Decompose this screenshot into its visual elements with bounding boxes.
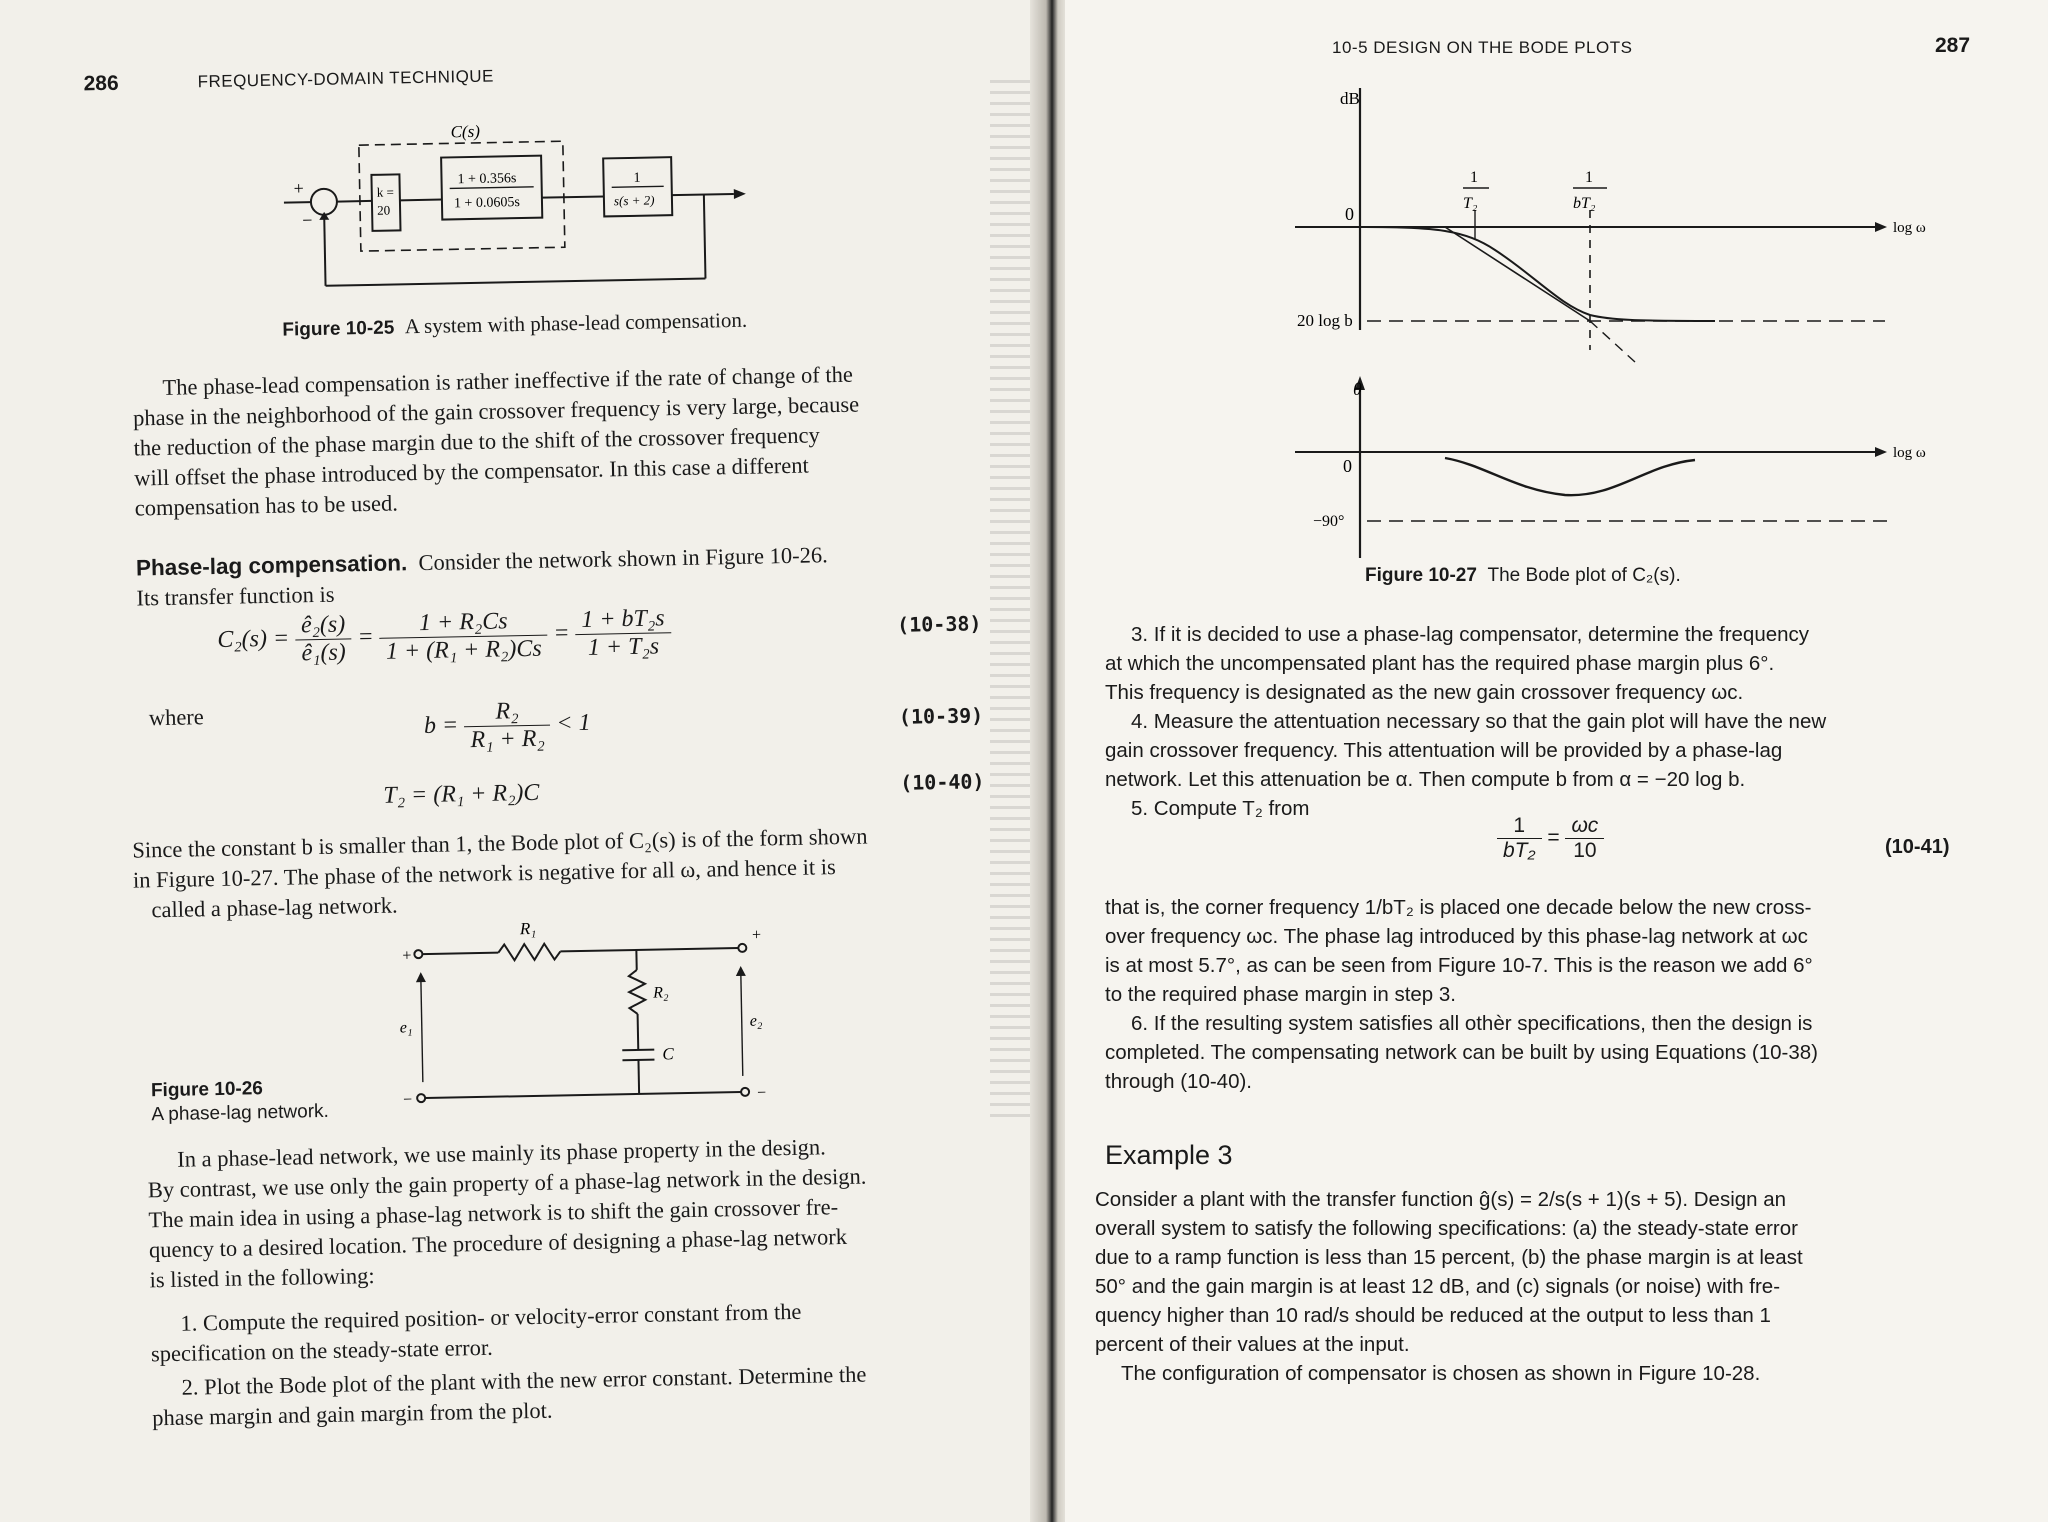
figure-10-27-bode-plot: [1215, 80, 1945, 565]
figure-10-26-caption: [151, 1074, 329, 1127]
eq-lhs: b =: [423, 712, 459, 740]
frac-num: 1: [1497, 814, 1542, 839]
frac-num: 1 + bT₂s: [575, 605, 671, 635]
minus-in: −: [403, 1091, 413, 1109]
asymptote-extension: [1590, 321, 1635, 362]
text-line: the reduction of the phase margin due to the shift of the crossover frequency: [133, 422, 820, 461]
figure-10-26-circuit: [388, 905, 812, 1113]
r1-label: R₁: [519, 918, 537, 939]
theta-label: θ: [1353, 379, 1362, 399]
e1-label: e₁: [399, 1019, 413, 1037]
text-line: completed. The compensating network can be built by using Equations (10-38): [1105, 1041, 1818, 1064]
running-head: FREQUENCY-DOMAIN TECHNIQUE: [197, 66, 495, 92]
equation-number-10-41: (10-41): [1885, 836, 1950, 858]
example-3-heading: Example 3: [1105, 1140, 1233, 1170]
e2-label: e₂: [749, 1012, 763, 1030]
text-line: 2. Plot the Bode plot of the plant with the new error constant. Determine the: [181, 1361, 867, 1400]
capacitor-plate-top: [622, 1050, 654, 1051]
text-line: specification on the steady-state error.: [150, 1334, 493, 1367]
text-line: The main idea in using a phase-lag network is to shift the gain crossover fre-: [148, 1194, 839, 1233]
compensator-numerator: 1 + 0.356s: [457, 171, 517, 188]
text-line: Its transfer function is: [136, 581, 335, 611]
minus-out: −: [756, 1084, 767, 1102]
plant-numerator: 1: [633, 170, 641, 186]
step-5: 5. Compute T₂ from: [1131, 797, 1310, 820]
plus-out: +: [751, 926, 762, 944]
text-line: 6. If the resulting system satisfies all othèr specifications, then the design is: [1131, 1012, 1813, 1035]
text-line: gain crossover frequency. This attentuation will be provided by a phase-lag: [1105, 739, 1783, 762]
r2-label: R₂: [653, 984, 669, 1002]
text-line: that is, the corner frequency 1/bT₂ is placed one decade below the new cross-: [1105, 896, 1812, 919]
equation-10-38: C₂(s) = $\frac{\text{ê₂(s)}}{\text{ê₁(s)}}$ = $\frac{\text{1 + R₂Cs}}{\text{1 + (R₁ + R₂)Cs}}$ = $\frac{\text{1 + bT₂s}}{\text{1 + T₂s}}$: [217, 605, 672, 669]
equation-10-40: T₂ = (R₁ + R₂)C: [383, 779, 540, 809]
frac-den: R₁ + R₂: [470, 725, 545, 754]
caption-label: Figure 10-27: [1365, 565, 1477, 586]
equation-number-10-38: (10-38): [896, 611, 982, 637]
text-span: Consider the network shown in Figure 10-26.: [418, 542, 828, 576]
running-head: 10-5 DESIGN ON THE BODE PLOTS: [1332, 38, 1633, 57]
text-line: is at most 5.7°, as can be seen from Figure 10-7. This is the reason we add 6°: [1105, 954, 1813, 977]
text-line: This frequency is designated as the new gain crossover frequency ωc.: [1105, 681, 1744, 704]
text-line: 4. Measure the attentuation necessary so that the gain plot will have the new: [1131, 710, 1827, 733]
where-label: where: [148, 704, 205, 731]
paragraph-corner-frequency: [1105, 893, 1813, 1009]
figure-10-25-caption: [282, 308, 747, 342]
page-number: 286: [83, 71, 119, 96]
text-line: compensation has to be used.: [134, 490, 399, 521]
caption-text: A system with phase-lead compensation.: [404, 307, 748, 339]
text-line: phase in the neighborhood of the gain crossover frequency is very large, because: [132, 391, 860, 431]
phase-curve: [1445, 458, 1695, 495]
paragraph-phase-lead: [132, 360, 861, 523]
frac-num: R₂: [464, 698, 551, 728]
caption-text: A phase-lag network.: [151, 1100, 330, 1126]
step-1: [150, 1297, 802, 1369]
text-line: By contrast, we use only the gain property of a phase-lag network in the design.: [147, 1163, 867, 1203]
text-line: phase margin and gain margin from the plot.: [152, 1397, 553, 1431]
eq-lhs: C₂(s) =: [217, 625, 290, 653]
step-6: [1105, 1009, 1818, 1096]
resistor-r1: [498, 943, 560, 960]
text-line: In a phase-lead network, we use mainly its phase property in the design.: [177, 1134, 826, 1172]
magnitude-curve: [1365, 227, 1715, 321]
minus-sign: −: [302, 210, 313, 231]
text-line: quency to a desired location. The procedure of designing a phase-lag network: [148, 1223, 848, 1263]
text-line: through (10-40).: [1105, 1070, 1253, 1093]
frac-num: ωc: [1565, 814, 1604, 839]
figure-10-25-block-diagram: [262, 84, 826, 295]
equation-number-10-39: (10-39): [898, 703, 984, 729]
caption-label: Figure 10-26: [150, 1078, 264, 1102]
frac-num: ê₂(s): [295, 611, 352, 640]
asymptote-slope: [1445, 227, 1590, 321]
frac-den: 1 + T₂s: [587, 633, 660, 661]
text-line: will offset the phase introduced by the compensator. In this case a different: [133, 452, 809, 491]
paragraph-example-3: [1095, 1185, 1803, 1388]
plant-denominator: s(s + 2): [613, 192, 655, 209]
phase-zero-label: 0: [1343, 456, 1352, 476]
text-line: 3. If it is decided to use a phase-lag compensator, determine the frequency: [1131, 623, 1810, 646]
caption-label: Figure 10-25: [282, 317, 395, 341]
equation-10-39: [424, 697, 592, 755]
text-line: to the required phase margin in step 3.: [1105, 983, 1456, 1006]
tick2-num: 1: [1585, 169, 1593, 186]
text-line: quency higher than 10 rad/s should be reduced at the output to less than 1: [1095, 1304, 1771, 1327]
c-label: C: [662, 1044, 674, 1064]
paragraph-phase-lag-design: [147, 1132, 868, 1295]
tick1-num: 1: [1470, 169, 1478, 186]
text-line: Consider a plant with the transfer function ĝ(s) = 2/s(s + 1)(s + 5). Design an: [1095, 1188, 1787, 1211]
gain-label-top: k =: [376, 184, 394, 200]
compensator-denominator: 1 + 0.0605s: [453, 195, 520, 212]
text-line: The phase-lead compensation is rather ineffective if the rate of change of the: [162, 361, 854, 400]
phase-minus-90-label: −90°: [1313, 513, 1345, 530]
resistor-r2: [629, 970, 646, 1014]
tick2-den: bT₂: [1573, 195, 1596, 212]
db-label: dB: [1340, 89, 1360, 108]
frac-den: ê₁(s): [301, 639, 347, 667]
paragraph-phase-lag-intro: [136, 540, 829, 613]
text-line: in Figure 10-27. The phase of the network is negative for all ω, and hence it is: [132, 854, 836, 893]
plus-in: +: [402, 947, 412, 965]
step-4: [1105, 707, 1826, 794]
text-line: overall system to satisfy the following specifications: (a) the steady-state error: [1095, 1217, 1798, 1240]
plus-sign: +: [293, 178, 305, 199]
frac-num: 1 + R₂Cs: [379, 608, 547, 639]
mag-log-omega: log ω: [1893, 220, 1926, 236]
frac-den: 1 + (R₁ + R₂)Cs: [385, 635, 542, 665]
caption-text: The Bode plot of C₂(s).: [1487, 565, 1681, 586]
frac-den: bT₂: [1503, 839, 1536, 862]
figure-10-27-caption: [1365, 565, 1681, 587]
frac-den: 10: [1573, 839, 1597, 862]
summing-junction: [311, 189, 337, 215]
book-gutter: [1030, 0, 1070, 1522]
text-line: called a phase-lag network.: [151, 892, 398, 923]
section-heading: Phase-lag compensation.: [135, 550, 408, 581]
equation-10-41: $\frac{1}{\text{bT₂}}$ = $\frac{\omega c}{10}$: [1497, 814, 1604, 863]
text-line: 50° and the gain margin is at least 12 dB, and (c) signals (or noise) with fre-: [1095, 1275, 1781, 1298]
text-line: network. Let this attenuation be α. Then compute b from α = −20 log b.: [1105, 768, 1746, 791]
gain-label-bottom: 20: [376, 202, 391, 218]
mag-20logb-label: 20 log b: [1297, 311, 1353, 330]
page-number: 287: [1935, 34, 1971, 57]
phase-log-omega: log ω: [1893, 445, 1926, 461]
eq-rhs: < 1: [556, 709, 591, 737]
equation-number-10-40: (10-40): [899, 769, 985, 795]
text-line: Since the constant b is smaller than 1, the Bode plot of C₂(s) is of the form shown: [132, 823, 868, 863]
mag-zero-label: 0: [1345, 204, 1354, 224]
right-page: [1065, 0, 2048, 1522]
text-line: at which the uncompensated plant has the required phase margin plus 6°.: [1105, 652, 1775, 675]
step-2: [152, 1360, 867, 1433]
gutter-print-artifact: [990, 80, 1030, 1120]
text-line: The configuration of compensator is chosen as shown in Figure 10-28.: [1121, 1362, 1761, 1385]
text-line: due to a ramp function is less than 15 percent, (b) the phase margin is at least: [1095, 1246, 1803, 1269]
text-line: over frequency ωc. The phase lag introduced by this phase-lag network at ωc: [1105, 925, 1808, 948]
text-line: is listed in the following:: [149, 1263, 375, 1293]
step-3: [1105, 620, 1809, 707]
text-line: percent of their values at the input.: [1095, 1333, 1410, 1356]
text-line: 1. Compute the required position- or velocity-error constant from the: [180, 1298, 802, 1336]
tick1-den: T₂: [1463, 195, 1478, 212]
cs-label: C(s): [450, 121, 481, 142]
